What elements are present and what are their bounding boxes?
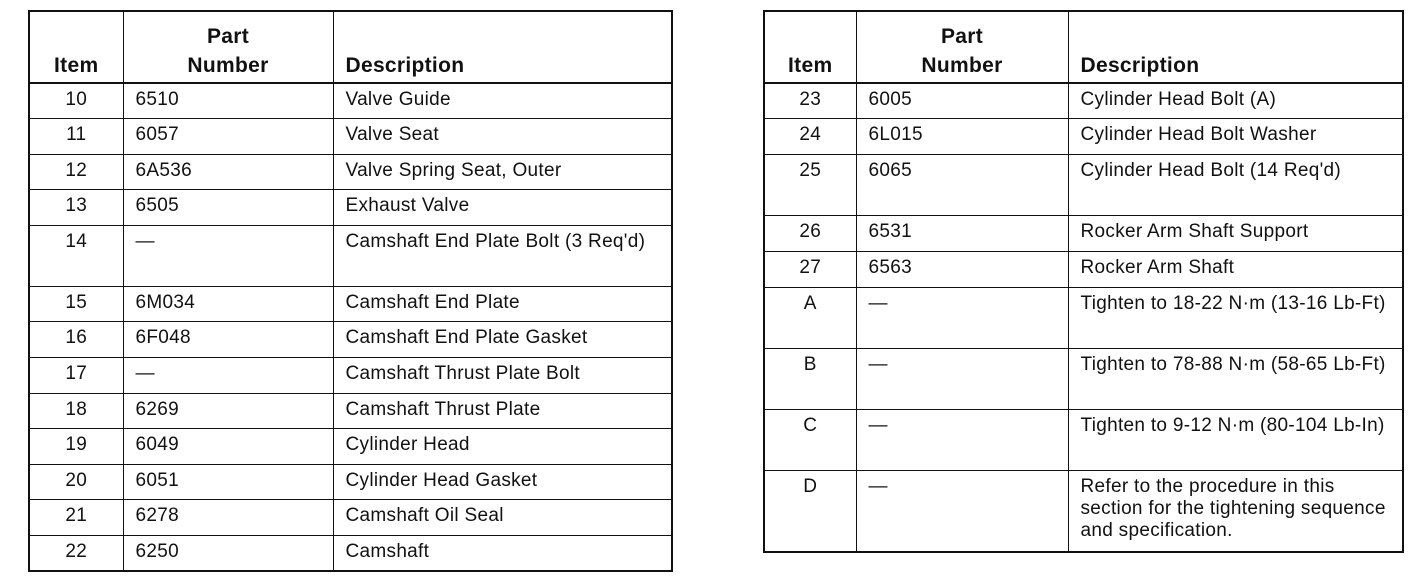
part-number-cell: 6F048 [123,322,333,358]
table-row [764,155,1403,216]
table-row [764,216,1403,252]
table-row [764,348,1403,409]
part-number-cell: 6005 [856,83,1068,119]
table-row [29,429,672,465]
table-row [764,119,1403,155]
header-item: Item [764,11,856,83]
header-description: Description [333,11,672,83]
header-description: Description [1068,11,1403,83]
item-cell: 23 [764,83,856,119]
item-cell: 22 [29,536,123,572]
item-cell: 21 [29,500,123,536]
part-number-cell: 6563 [856,251,1068,287]
item-cell: B [764,348,856,409]
table-row [29,286,672,322]
item-cell: 15 [29,286,123,322]
part-number-cell: — [856,409,1068,470]
description-cell: Cylinder Head [333,429,672,465]
part-number-cell: — [123,358,333,394]
description-cell: Valve Guide [333,83,672,119]
part-number-cell: 6250 [123,536,333,572]
item-cell: 11 [29,119,123,155]
description-cell: Camshaft End Plate [333,286,672,322]
parts-table-left [28,10,673,572]
table-row [764,409,1403,470]
item-cell: 16 [29,322,123,358]
part-number-cell: — [856,287,1068,348]
table-row [29,393,672,429]
header-row [764,11,1403,83]
description-cell: Cylinder Head Bolt (14 Req'd) [1068,155,1403,216]
description-cell: Rocker Arm Shaft Support [1068,216,1403,252]
item-cell: 26 [764,216,856,252]
table-row [29,225,672,286]
description-cell: Camshaft End Plate Bolt (3 Req'd) [333,225,672,286]
part-number-cell: 6278 [123,500,333,536]
description-cell: Exhaust Valve [333,190,672,226]
header-part-number-line1: Part [940,25,984,48]
table-row [29,358,672,394]
item-cell: 19 [29,429,123,465]
item-cell: A [764,287,856,348]
table-row [29,464,672,500]
item-cell: D [764,470,856,552]
description-cell: Camshaft [333,536,672,572]
part-number-cell: 6051 [123,464,333,500]
item-cell: 27 [764,251,856,287]
part-number-cell: — [123,225,333,286]
left-table-body [29,83,672,571]
table-row [764,251,1403,287]
header-part-number-line2: Number [187,54,269,77]
part-number-cell: 6510 [123,83,333,119]
item-cell: 14 [29,225,123,286]
description-cell: Tighten to 18-22 N·m (13-16 Lb-Ft) [1068,287,1403,348]
description-cell: Valve Spring Seat, Outer [333,154,672,190]
item-cell: 24 [764,119,856,155]
part-number-cell: 6269 [123,393,333,429]
table-row [764,470,1403,552]
description-cell: Refer to the procedure in this section for the tightening sequence and specification. [1068,470,1403,552]
table-row [29,500,672,536]
part-number-cell: 6505 [123,190,333,226]
part-number-cell: — [856,348,1068,409]
table-row [29,83,672,119]
parts-table-right [763,10,1404,553]
item-cell: 25 [764,155,856,216]
part-number-cell: 6049 [123,429,333,465]
part-number-cell: 6065 [856,155,1068,216]
header-part-number [856,11,1068,83]
description-cell: Rocker Arm Shaft [1068,251,1403,287]
item-cell: 13 [29,190,123,226]
header-part-number-line2: Number [921,54,1003,77]
header-part-number [123,11,333,83]
item-cell: 20 [29,464,123,500]
table-row [764,83,1403,119]
table-row [29,154,672,190]
description-cell: Cylinder Head Bolt Washer [1068,119,1403,155]
part-number-cell: 6L015 [856,119,1068,155]
description-cell: Camshaft Oil Seal [333,500,672,536]
item-cell: 17 [29,358,123,394]
header-row [29,11,672,83]
description-cell: Valve Seat [333,119,672,155]
header-item: Item [29,11,123,83]
description-cell: Camshaft Thrust Plate Bolt [333,358,672,394]
part-number-cell: 6531 [856,216,1068,252]
part-number-cell: 6A536 [123,154,333,190]
table-row [29,536,672,572]
description-cell: Camshaft End Plate Gasket [333,322,672,358]
table-row [29,119,672,155]
description-cell: Camshaft Thrust Plate [333,393,672,429]
table-row [764,287,1403,348]
table-row [29,322,672,358]
description-cell: Cylinder Head Bolt (A) [1068,83,1403,119]
description-cell: Tighten to 9-12 N·m (80-104 Lb-In) [1068,409,1403,470]
part-number-cell: — [856,470,1068,552]
description-cell: Cylinder Head Gasket [333,464,672,500]
item-cell: C [764,409,856,470]
right-table-body [764,83,1403,552]
part-number-cell: 6057 [123,119,333,155]
table-row [29,190,672,226]
description-cell: Tighten to 78-88 N·m (58-65 Lb-Ft) [1068,348,1403,409]
part-number-cell: 6M034 [123,286,333,322]
item-cell: 10 [29,83,123,119]
item-cell: 12 [29,154,123,190]
item-cell: 18 [29,393,123,429]
header-part-number-line1: Part [206,25,250,48]
